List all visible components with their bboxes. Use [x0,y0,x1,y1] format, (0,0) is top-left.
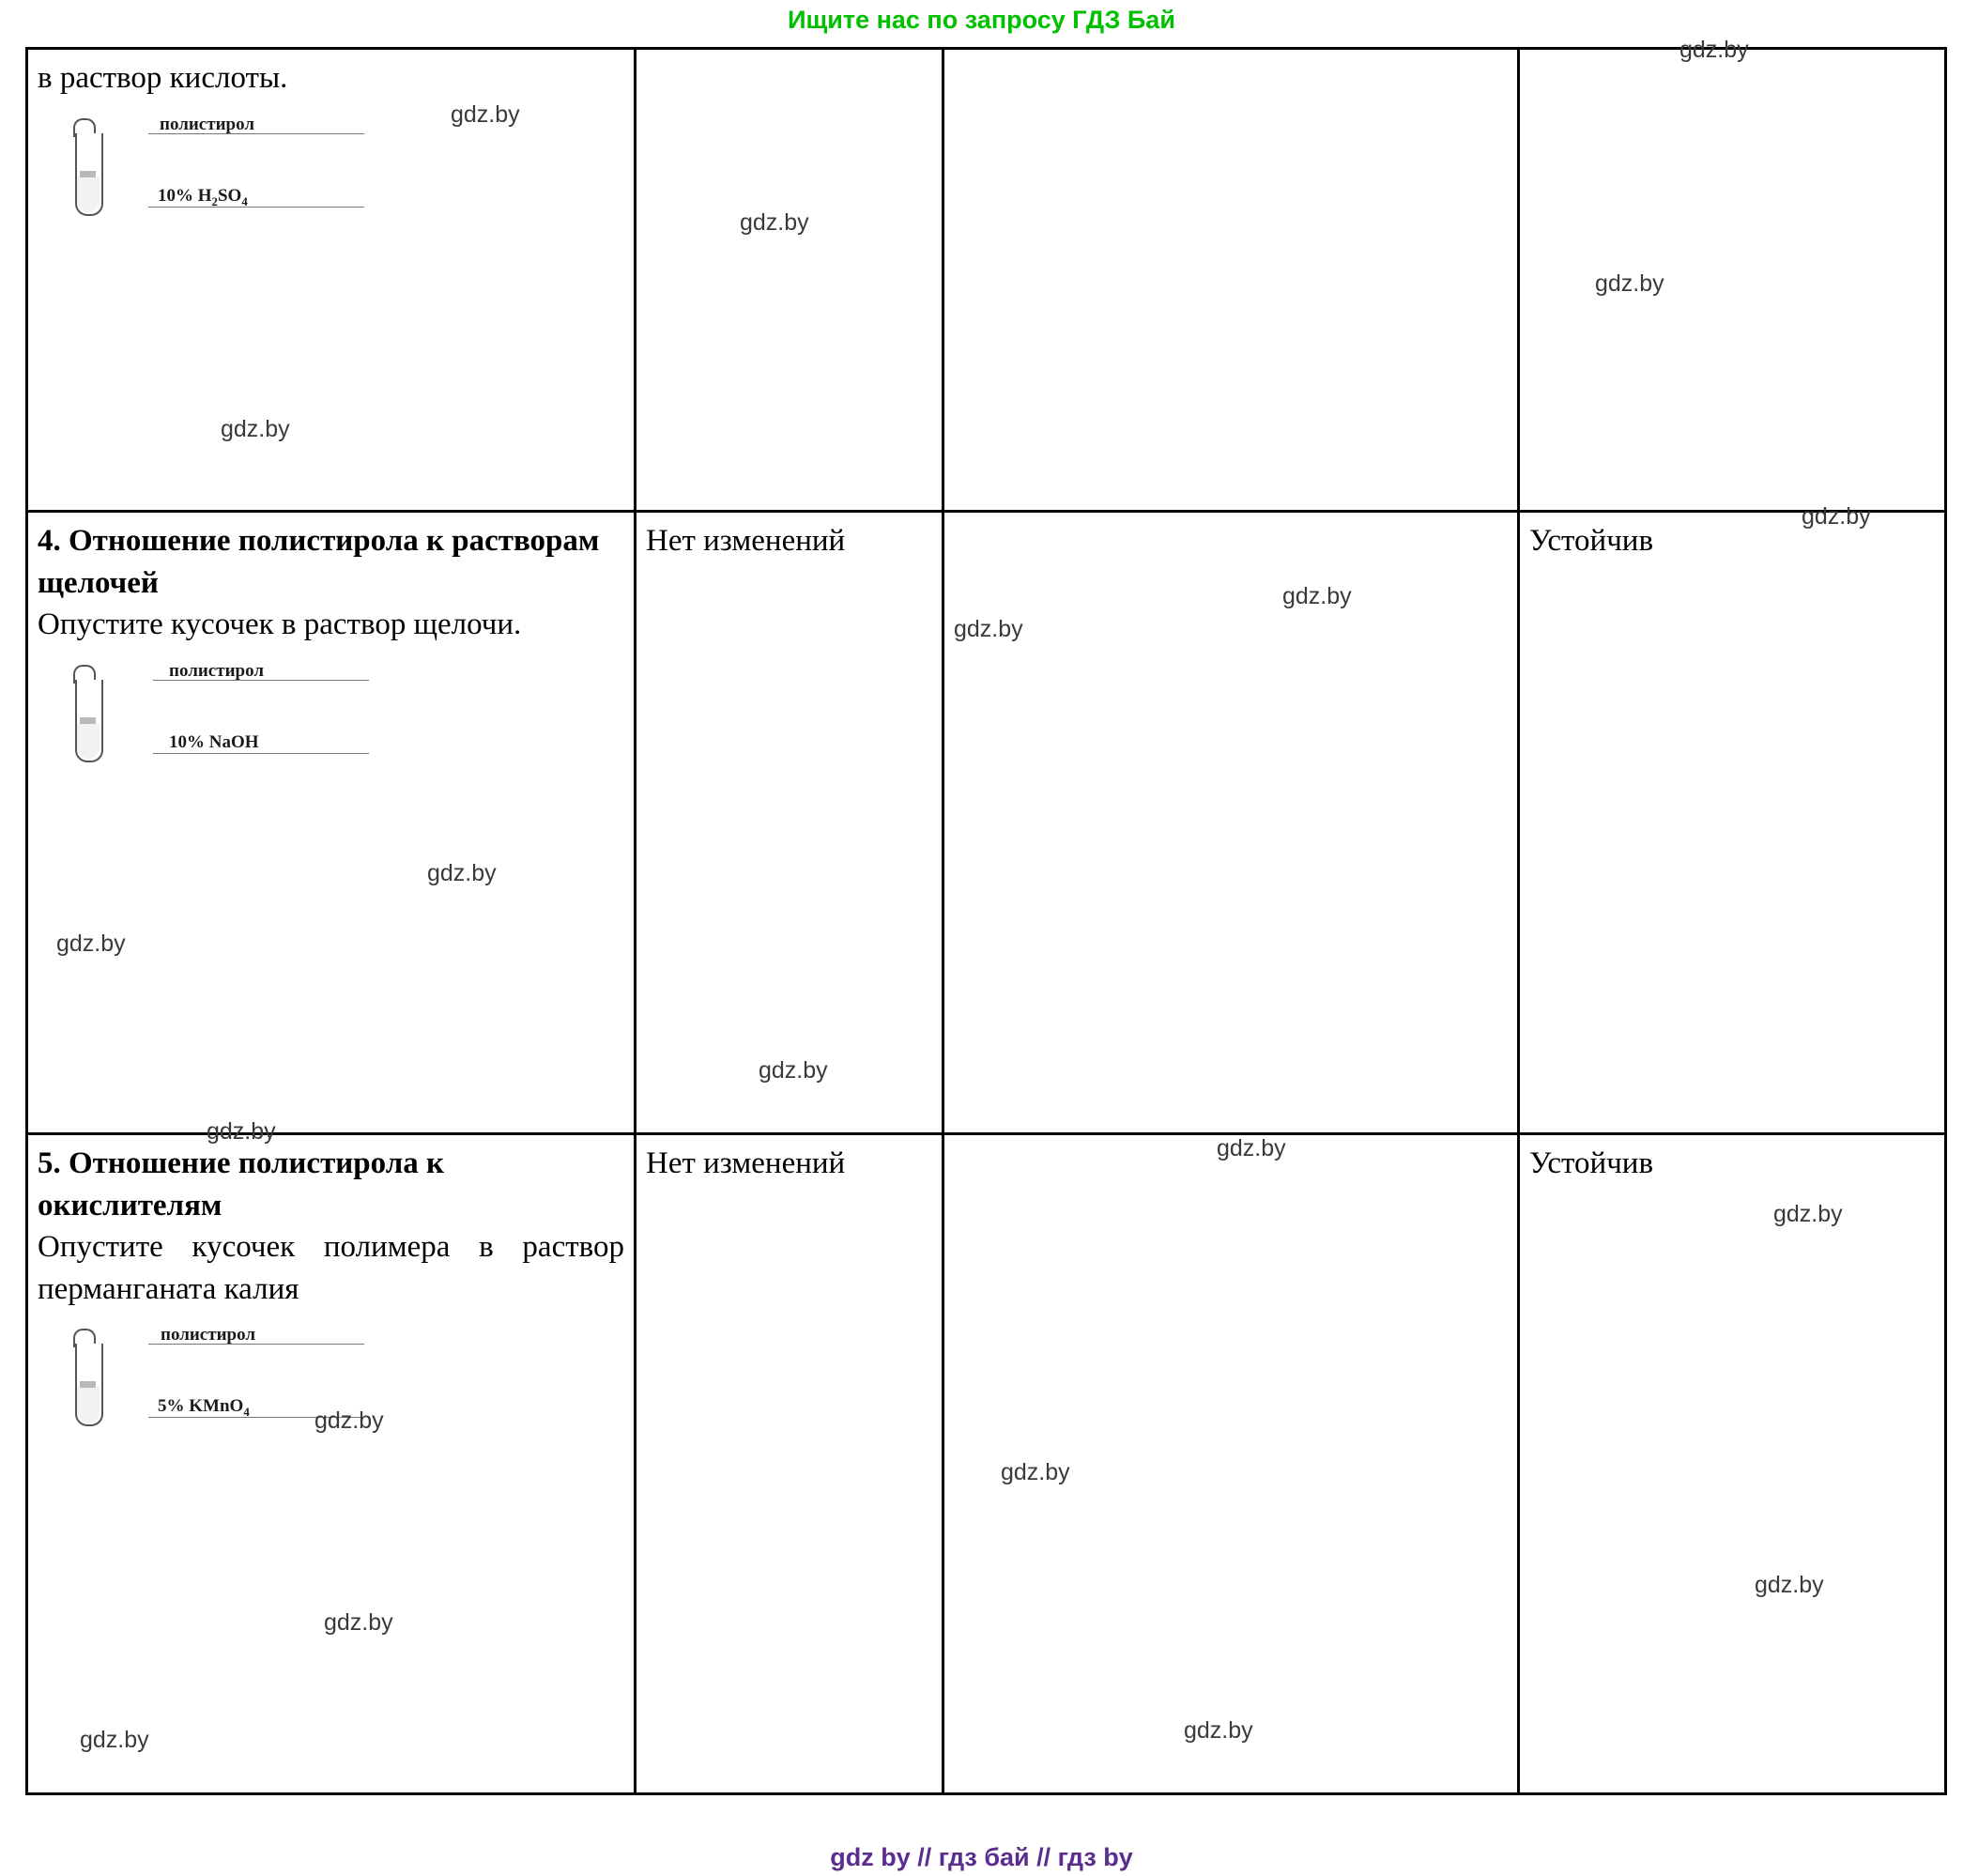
table-row [27,1134,1946,1794]
watermark: gdz.by [1802,503,1871,530]
top-promo-banner: Ищите нас по запросу ГДЗ Бай [788,6,1175,34]
watermark: gdz.by [207,1118,276,1145]
tube-liquid [77,177,100,212]
watermark: gdz.by [221,416,290,442]
table-row [27,512,1946,1134]
watermark: gdz.by [1595,270,1664,297]
polymer-properties-table [25,37,1947,1795]
watermark: gdz.by [314,1407,384,1434]
row3-polymer-label: полистирол [161,1325,255,1345]
row2-conclusion-cell [1519,503,1946,1134]
row2-equation-cell [943,512,1519,1134]
watermark: gdz.by [80,1727,149,1753]
row3-observation-text: Нет изменений [646,1146,846,1180]
watermark: gdz.by [427,860,497,886]
watermark: gdz.by [1001,1459,1070,1485]
watermark: gdz.by [56,930,126,957]
watermark: gdz.by [1773,1201,1843,1227]
tube-liquid [77,723,100,759]
row2-test-tube-diagram [54,659,411,772]
row2-observation-cell [636,512,943,1134]
row2-reagent-label: 10% NaOH [169,731,259,752]
watermark: gdz.by [740,209,809,236]
row3-conclusion-cell [1519,1134,1946,1794]
watermark: gdz.by [759,1057,828,1084]
watermark: gdz.by [1679,37,1749,63]
tube-liquid [77,1387,100,1422]
row3-reagent-label: 5% KMnO$_4$ [158,1396,250,1419]
row3-observation-cell [636,1134,943,1794]
bottom-promo-banner: gdz by // гдз бай // гдз by [830,1843,1133,1871]
row2-polymer-label: полистирол [169,660,264,681]
row2-observation-text: Нет изменений [646,524,846,558]
polymer-piece [80,717,96,724]
polymer-piece [80,1381,96,1388]
watermark: gdz.by [1282,583,1352,609]
row3-description-cell [27,1134,636,1794]
leader-line [153,753,369,754]
watermark: gdz.by [451,101,520,128]
watermark: gdz.by [1184,1717,1253,1744]
row1-equation-cell [943,49,1519,512]
row1-observation-cell [636,49,943,512]
row3-equation-cell [943,1134,1519,1794]
row1-polymer-label: полистирол [160,114,254,134]
watermark: gdz.by [1217,1135,1286,1161]
row3-heading: 5. Отношение полистирола к окислителям [38,1146,444,1222]
row3-conclusion-text: Устойчив [1529,1146,1654,1180]
row2-description-text: Опустите кусочек в раствор щелочи. [38,607,522,642]
row2-conclusion-text: Устойчив [1529,524,1654,558]
row1-test-tube-diagram [54,113,411,225]
row3-description-text: Опустите кусочек полимера в раствор перманганата калия [38,1230,624,1306]
row1-reagent-label: 10% $H_2SO_4$ [158,185,248,208]
watermark: gdz.by [1755,1572,1824,1598]
table-row [27,49,1946,512]
polymer-piece [80,171,96,177]
row1-conclusion-cell [1519,37,1946,512]
row2-description-cell [27,512,636,1145]
watermark: gdz.by [324,1609,393,1636]
watermark: gdz.by [954,616,1023,642]
row2-heading: 4. Отношение полистирола к растворам щелочей [38,524,600,600]
row1-description-text: в раствор кислоты. [38,61,288,95]
row1-description-cell [27,49,636,512]
